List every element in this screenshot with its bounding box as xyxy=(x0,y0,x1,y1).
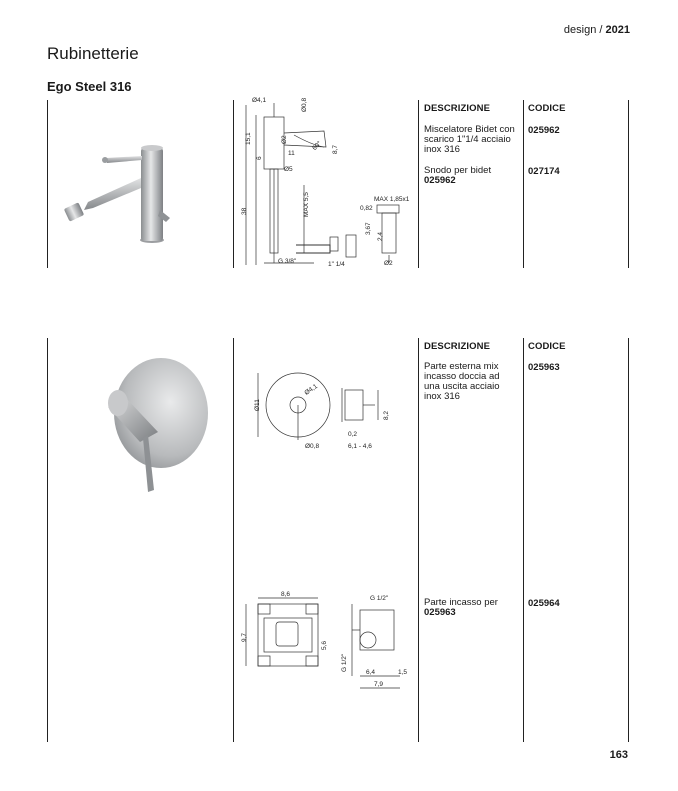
bidet-mixer-drawing xyxy=(234,95,418,270)
dim-label: G 3/8" xyxy=(278,258,297,265)
page-number: 163 xyxy=(609,749,628,761)
row-code: 025962 xyxy=(528,125,560,136)
col-header-codice: CODICE xyxy=(528,103,566,114)
dim-label: 1,5 xyxy=(398,669,408,676)
col-header-descrizione: DESCRIZIONE xyxy=(424,341,491,352)
dim-label: 3,67 xyxy=(365,222,372,235)
dim-label: 6,1 - 4,6 xyxy=(348,443,372,450)
row-description-ref: 025962 xyxy=(424,175,456,186)
dim-label: 2,4 xyxy=(377,231,384,241)
dim-label: 60° xyxy=(311,140,324,152)
dim-label: MAX 5,5 xyxy=(303,192,310,217)
dim-label: 8,2 xyxy=(383,410,390,420)
dim-label: Ø4,1 xyxy=(252,97,267,104)
row-description xyxy=(424,598,516,618)
brand-year xyxy=(564,24,630,36)
dim-label: 5,6 xyxy=(321,640,328,650)
shower-mixer-drawing xyxy=(240,360,410,460)
dim-label: 0,2 xyxy=(348,431,358,438)
section-title: Rubinetterie xyxy=(47,44,139,63)
dim-label: Ø0,8 xyxy=(305,443,320,450)
divider xyxy=(233,338,234,742)
inbuilt-part-drawing xyxy=(236,590,414,696)
divider xyxy=(628,338,629,742)
dim-label: 8,6 xyxy=(281,591,291,598)
dim-label: G 1/2" xyxy=(341,653,348,672)
col-header-descrizione: DESCRIZIONE xyxy=(424,103,491,114)
row-description-ref: 025963 xyxy=(424,607,456,618)
bidet-mixer-photo xyxy=(48,100,232,268)
dim-label: 6 xyxy=(256,156,263,160)
divider xyxy=(523,100,524,268)
dim-label: 7,9 xyxy=(374,681,384,688)
dim-label: 6,4 xyxy=(366,669,376,676)
row-code: 027174 xyxy=(528,166,560,177)
dim-label: Ø5 xyxy=(284,166,293,173)
dim-label: 38 xyxy=(241,207,248,215)
dim-label: Ø4,1 xyxy=(303,382,319,397)
dim-label: Ø2 xyxy=(384,260,393,267)
col-header-codice: CODICE xyxy=(528,341,566,352)
shower-mixer-photo xyxy=(48,350,232,510)
dim-label: 0,82 xyxy=(360,205,373,212)
dim-label: Ø11 xyxy=(254,399,261,411)
row-code: 025964 xyxy=(528,598,560,609)
brand-label: design / xyxy=(563,24,603,36)
dim-label: 15,1 xyxy=(245,132,252,145)
divider xyxy=(418,338,419,742)
dim-label: 9,7 xyxy=(241,632,248,642)
year-label: 2021 xyxy=(605,24,630,36)
dim-label: MAX 1,85x1 xyxy=(374,196,410,203)
row-description: Miscelatore Bidet con scarico 1"1/4 acciaio inox 316 xyxy=(424,124,515,155)
divider xyxy=(418,100,419,268)
row-description-text: Parte incasso per xyxy=(424,597,498,608)
divider xyxy=(523,338,524,742)
row-description: Parte esterna mix incasso doccia ad una uscita acciaio inox 316 xyxy=(424,361,500,402)
dim-label: Ø2 xyxy=(281,135,288,144)
row-description-text: Snodo per bidet xyxy=(424,165,492,176)
row-code: 025963 xyxy=(528,362,560,373)
product-title: Ego Steel 316 xyxy=(47,79,132,94)
row-description xyxy=(424,166,516,186)
divider xyxy=(628,100,629,268)
dim-label: Ø0,8 xyxy=(301,97,308,112)
dim-label: 11 xyxy=(288,150,295,157)
dim-label: G 1/2" xyxy=(370,595,389,602)
dim-label: 1" 1/4 xyxy=(328,261,345,268)
dim-label: 8,7 xyxy=(332,144,339,154)
